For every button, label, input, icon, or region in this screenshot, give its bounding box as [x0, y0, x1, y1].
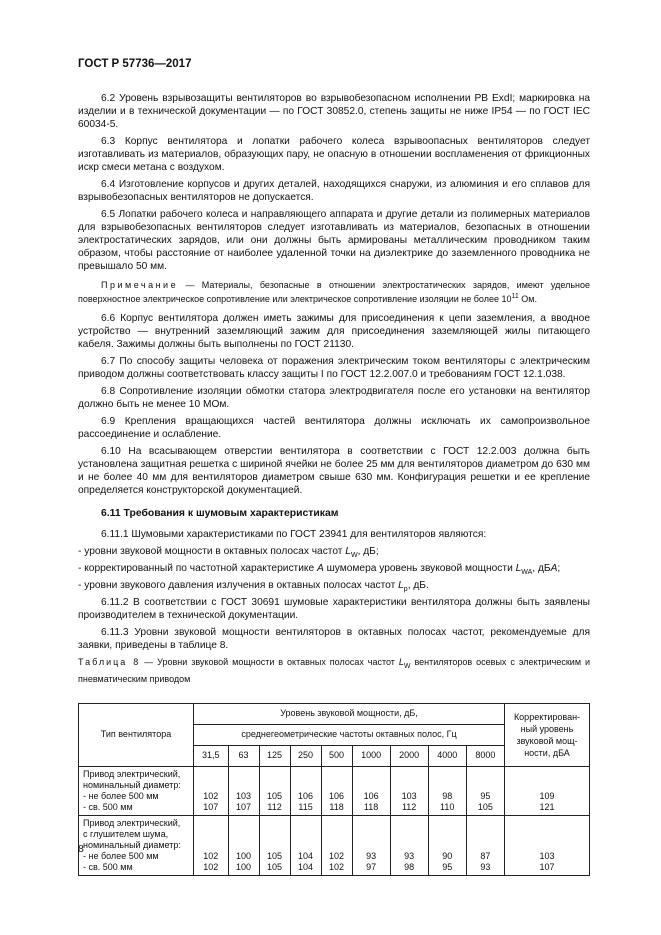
frequency-header: 1000 [352, 745, 390, 766]
value-cell: 95 105 [466, 766, 504, 815]
value-cell: 103 112 [390, 766, 428, 815]
paragraph-6-7: 6.7 По способу защиты человека от поражения электрическим током вентиляторы с электрическим приводом должны соответствовать классу защиты I по ГОСТ 12.2.007.0 и требованиям ГОСТ 12.1.038. [78, 356, 590, 380]
value-cell: 102 102 [194, 815, 229, 875]
paragraph-6-11-1: 6.11.1 Шумовыми характеристиками по ГОСТ 23941 для вентиляторов являются: [101, 529, 487, 540]
value-cell: 106 115 [290, 766, 321, 815]
page-number: 8 [78, 843, 84, 855]
document-header: ГОСТ Р 57736—2017 [78, 58, 192, 70]
note-exponent: 11 [511, 293, 519, 300]
frequency-header: 125 [259, 745, 290, 766]
paragraph-6-6: 6.6 Корпус вентилятора должен иметь зажимы для присоединения к цепи заземления, а вводное устройство — внутренний заземляющий зажим для присоединения заземляющей жилы питающего кабеля. Зажимы должны быть выполнены по ГОСТ 21130. [78, 313, 590, 350]
value-cell: 102 102 [321, 815, 352, 875]
value-cell: 105 112 [259, 766, 290, 815]
frequency-header: 4000 [428, 745, 466, 766]
list-item-sound-pressure: - уровни звукового давления излучения в октавных полосах частот $L_p$, дБ. [78, 580, 429, 594]
value-cell: 104 104 [290, 815, 321, 875]
fan-type-cell: Привод электрический, номинальный диаметр: - не более 500 мм - св. 500 мм [79, 766, 194, 815]
paragraph-6-4: 6.4 Изготовление корпусов и других деталей, находящихся снаружи, из алюминия и его сплавов для взрывобезопасных вентиляторов не допускается. [78, 179, 590, 203]
col-header-level: Уровень звуковой мощности, дБ, [194, 703, 505, 724]
value-cell: 100 100 [228, 815, 259, 875]
list-item-sound-power: - уровни звуковой мощности в октавных полосах частот $L_W$, дБ; [78, 546, 379, 560]
frequency-header: 31,5 [194, 745, 229, 766]
section-heading-6-11: 6.11 Требования к шумовым характеристикам [101, 508, 339, 519]
table-row [79, 766, 590, 815]
note-text-a: — Материалы, безопасные в отношении электростатических зарядов, имеют удельное поверхностное электрическое сопротивление или электрическое сопротивление изоляции не более 10 [78, 280, 590, 304]
value-cell: 87 93 [466, 815, 504, 875]
note [78, 279, 590, 305]
value-cell: 106 118 [321, 766, 352, 815]
value-cell: 102 107 [194, 766, 229, 815]
paragraph-6-9: 6.9 Крепления вращающихся частей вентилятора должны исключать их самопроизвольное рассоединение и ослабление. [78, 416, 590, 440]
paragraph-6-3: 6.3 Корпус вентилятора и лопатки рабочего колеса взрывоопасных вентиляторов следует изготавливать из материалов, образующих пару, не опасную в отношении воспламенения от фрикционных искр смеси метана с воздухом. [78, 136, 590, 173]
document-body [78, 92, 590, 876]
paragraph-6-11-2: 6.11.2 В соответствии с ГОСТ 30691 шумовые характеристики вентилятора должны быть заявлены производителем в технической документации. [78, 597, 590, 622]
value-cell: 98 110 [428, 766, 466, 815]
col-header-frequencies: среднегеометрические частоты октавных полос, Гц [194, 724, 505, 745]
table-row [79, 815, 590, 875]
frequency-header: 8000 [466, 745, 504, 766]
table-caption: Таблица 8 — Уровни звуковой мощности в октавных полосах частот $L_W$ вентиляторов осевых с электрическим и пневматическим приводом [78, 657, 591, 684]
paragraph-6-2: 6.2 Уровень взрывозащиты вентиляторов во взрывобезопасном исполнении PB ExdI; маркировка на изделии и в технической документации — по ГОСТ 30852.0, степень защиты не ниже IP54 — по ГОСТ IEC 60034-5. [78, 93, 590, 130]
frequency-header: 63 [228, 745, 259, 766]
col-header-type: Тип вентилятора [79, 703, 194, 766]
noise-table [78, 703, 590, 876]
paragraph-6-10: 6.10 На всасывающем отверстии вентилятора в соответствии с ГОСТ 12.2.003 должна быть установлена защитная решетка с шириной ячейки не более 25 мм для вентиляторов диаметром до 630 мм и не более 40 мм для вентиляторов диаметром свыше 630 мм. Конфигурация решетки и ее крепление определяется конструкторской документацией. [78, 446, 590, 496]
frequency-header: 2000 [390, 745, 428, 766]
value-cell: 93 98 [390, 815, 428, 875]
value-cell: 105 105 [259, 815, 290, 875]
paragraph-6-11-3: 6.11.3 Уровни звуковой мощности вентиляторов в октавных полосах частот, рекомендуемые для заявки, приведены в таблице 8. [78, 627, 590, 652]
value-cell: 103 107 [228, 766, 259, 815]
col-header-corrected: Корректирован-ный уровень звуковой мощ-ности, дБА [505, 703, 590, 766]
note-text-b: Ом. [518, 294, 537, 304]
value-cell: 90 95 [428, 815, 466, 875]
corrected-value-cell: 103 107 [505, 815, 590, 875]
corrected-value-cell: 109 121 [505, 766, 590, 815]
paragraph-6-5: 6.5 Лопатки рабочего колеса и направляющего аппарата и другие детали из полимерных материалов для взрывобезопасных вентиляторов следует изготавливать из материалов, безопасных в отношении электростатических зарядов, или они должны быть армированы металлическим проводником таким образом, чтобы расстояние от наиболее удаленной точки на диэлектрике до заземленного проводника не превышало 50 мм. [78, 209, 590, 272]
value-cell: 106 118 [352, 766, 390, 815]
fan-type-cell: Привод электрический, с глушителем шума, номинальный диаметр: - не более 500 мм - св. 500 мм [79, 815, 194, 875]
value-cell: 93 97 [352, 815, 390, 875]
frequency-header: 250 [290, 745, 321, 766]
paragraph-6-8: 6.8 Сопротивление изоляции обмотки статора электродвигателя после его установки на вентилятор должно быть не менее 10 МОм. [78, 386, 590, 410]
frequency-header: 500 [321, 745, 352, 766]
note-label: Примечание [101, 280, 179, 290]
list-item-corrected-level: - корректированный по частотной характеристике A шумомера уровень звуковой мощности $L_{WA}$, дБА; [78, 563, 561, 577]
